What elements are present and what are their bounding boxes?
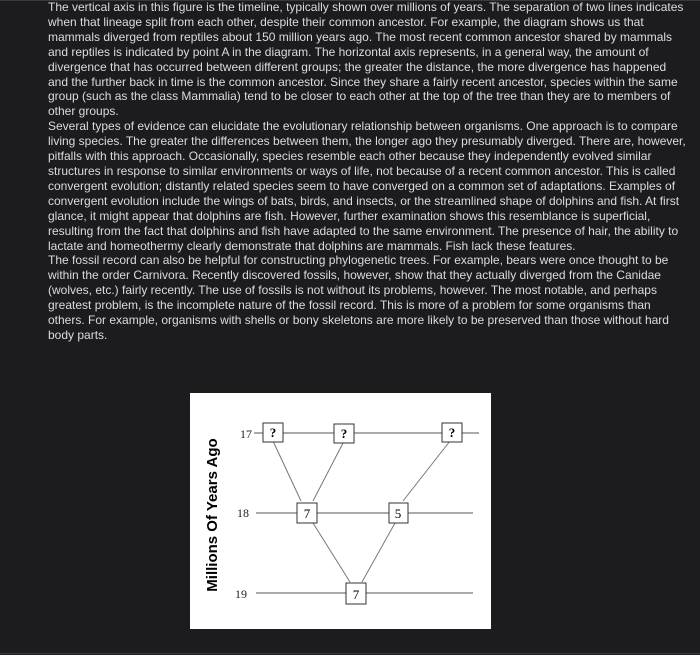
document-body	[48, 0, 688, 343]
row-label-19: 19	[235, 587, 247, 601]
branch	[313, 523, 350, 582]
branch	[362, 523, 395, 582]
node-top-2-label: ?	[340, 426, 348, 441]
row-label-18: 18	[237, 506, 249, 520]
bottom-edge	[0, 653, 700, 654]
node-top-1-label: ?	[269, 425, 277, 440]
paragraph-1: The vertical axis in this figure is the timeline, typically shown over millions of years. The separation of two lines indicates when that lineage split from each other, despite their common ancestor. For example, the diagram shows us that mammals diverged from reptiles about 150 million years ago. The most recent common ancestor shared by mammals and reptiles is indicated by point A in the diagram. The horizontal axis represents, in a general way, the amount of divergence that has occurred between different groups; the greater the distance, the more divergence has happened and the further back in time is the common ancestor. Since they share a fairly recent ancestor, species within the same group (such as the class Mammalia) tend to be closer to each other at the top of the tree than they are to members of other groups.	[48, 0, 684, 119]
branch	[313, 443, 343, 501]
node-bottom	[346, 583, 366, 604]
node-top-2	[334, 424, 354, 443]
axis-label: Millions Of Years Ago	[204, 438, 221, 592]
node-top-3-label: ?	[448, 425, 456, 440]
node-mid-1-label: 7	[303, 506, 311, 521]
node-mid-1	[297, 503, 317, 523]
row-label-17: 17	[240, 427, 252, 441]
node-bottom-label: 7	[352, 587, 360, 602]
paragraph-2: Several types of evidence can elucidate the evolutionary relationship between organisms. One approach is to compare living species. The greater the differences between them, the longer ago they presumably diverged. There are, however, pitfalls with this approach. Occasionally, species resemble each other because they independently evolved similar structures in response to similar environments or ways of life, not because of a recent common ancestor. This is called convergent evolution; distantly related species seem to have converged on a common set of adaptations. Examples of convergent evolution include the wings of bats, birds, and insects, or the streamlined shape of dolphins and fish. At first glance, it might appear that dolphins are fish. However, further examination shows this resemblance is superficial, resulting from the fact that dolphins and fish have adapted to the same environment. The presence of hair, the ability to lactate and homeothermy clearly demonstrate that dolphins are mammals. Fish lack these features.	[48, 119, 686, 253]
phylogeny-diagram	[190, 393, 491, 629]
branch	[403, 441, 450, 501]
node-mid-2-label: 5	[394, 506, 402, 521]
phylogeny-figure	[190, 393, 491, 629]
paragraph-3: The fossil record can also be helpful for constructing phylogenetic trees. For example, bears were once thought to be within the order Carnivora. Recently discovered fossils, however, show that they actually diverged from the Canidae (wolves, etc.) fairly recently. The use of fossils is not without its problems, however. The most notable, and perhaps greatest problem, is the incomplete nature of the fossil record. This is more of a problem for some organisms than others. For example, organisms with shells or bony skeletons are more likely to be preserved than those without hard body parts.	[48, 253, 669, 342]
node-top-3	[442, 423, 462, 442]
node-mid-2	[389, 503, 408, 523]
branch	[273, 441, 301, 501]
node-top-1	[263, 423, 283, 442]
